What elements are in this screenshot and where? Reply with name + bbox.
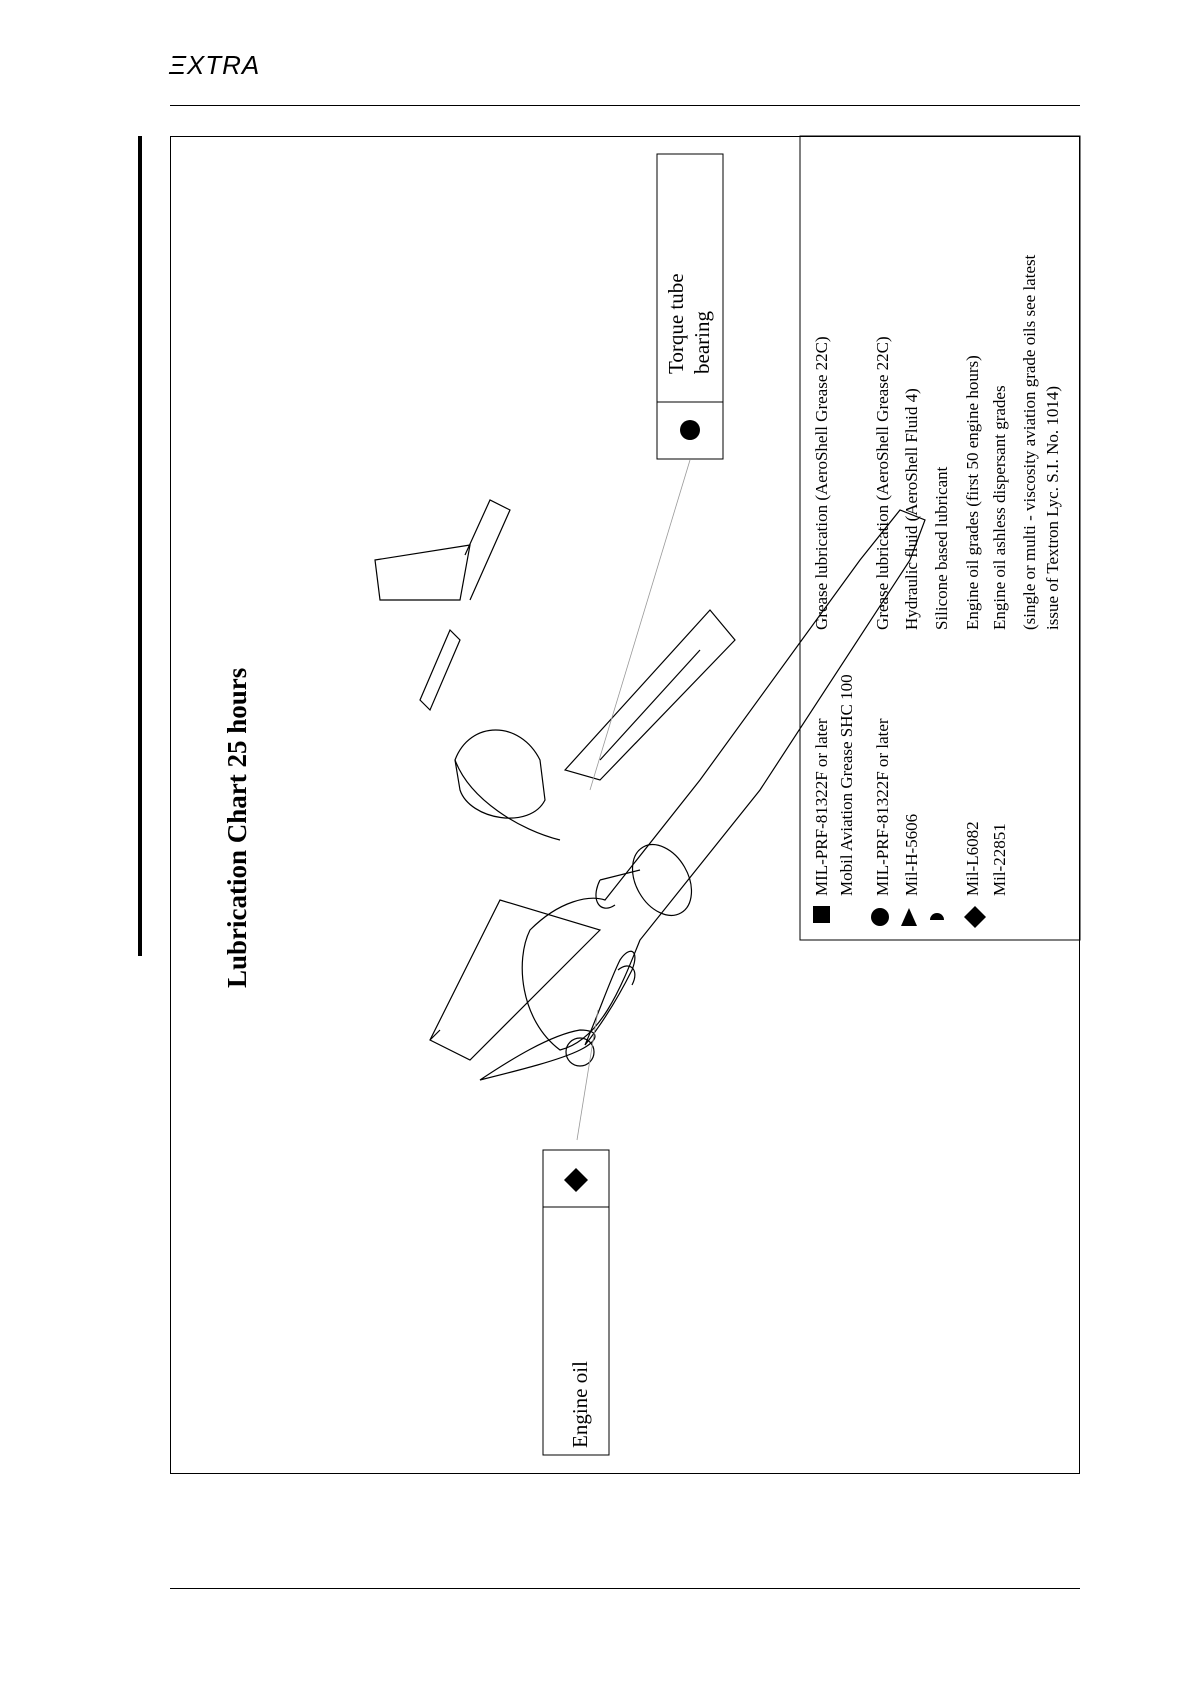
torque-tube-label-2: bearing [690, 311, 714, 374]
square-icon [813, 906, 830, 923]
logo: ΞXTRA [169, 50, 261, 80]
legend-spec-1b: Mobil Aviation Grease SHC 100 [837, 674, 856, 896]
legend-desc-1: Grease lubrication (AeroShell Grease 22C) [812, 336, 831, 630]
legend-note-1: (single or multi - viscosity aviation grade oils see latest [1020, 254, 1039, 630]
circle-icon [680, 420, 700, 440]
legend-spec-5: Mil-L6082 [963, 821, 982, 896]
legend-desc-4: Silicone based lubricant [932, 466, 951, 630]
horizontal-stabilizer [375, 545, 470, 600]
left-wing [430, 900, 600, 1060]
legend-spec-3: Mil-H-5606 [902, 813, 921, 896]
fuselage-outline [522, 510, 925, 1050]
diamond-icon [964, 906, 986, 928]
engine-oil-label: Engine oil [568, 1361, 592, 1448]
legend-spec-6: Mil-22851 [990, 823, 1009, 896]
propeller [480, 1030, 595, 1080]
footer-rule [170, 1588, 1080, 1589]
torque-tube-leader [590, 460, 690, 790]
right-wing [565, 610, 735, 780]
canopy [455, 730, 545, 818]
legend-desc-3: Hydraulic fluid (AeroShell Fluid 4) [902, 388, 921, 630]
legend-spec-2: MIL-PRF-81322F or later [873, 718, 892, 896]
torque-tube-label-1: Torque tube [664, 273, 688, 374]
legend-desc-2: Grease lubrication (AeroShell Grease 22C) [873, 336, 892, 630]
circle-icon [871, 908, 889, 926]
legend-desc-5: Engine oil grades (first 50 engine hours) [963, 355, 982, 630]
rudder [420, 630, 460, 710]
half-circle-icon [930, 913, 944, 920]
diamond-icon [564, 1168, 588, 1192]
legend-note-2: issue of Textron Lyc. S.I. No. 1014) [1043, 385, 1062, 630]
triangle-icon [901, 908, 917, 926]
chart-title: Lubrication Chart 25 hours [222, 667, 252, 988]
legend-desc-6: Engine oil ashless dispersant grades [990, 385, 1009, 630]
legend-spec-1: MIL-PRF-81322F or later [812, 718, 831, 896]
